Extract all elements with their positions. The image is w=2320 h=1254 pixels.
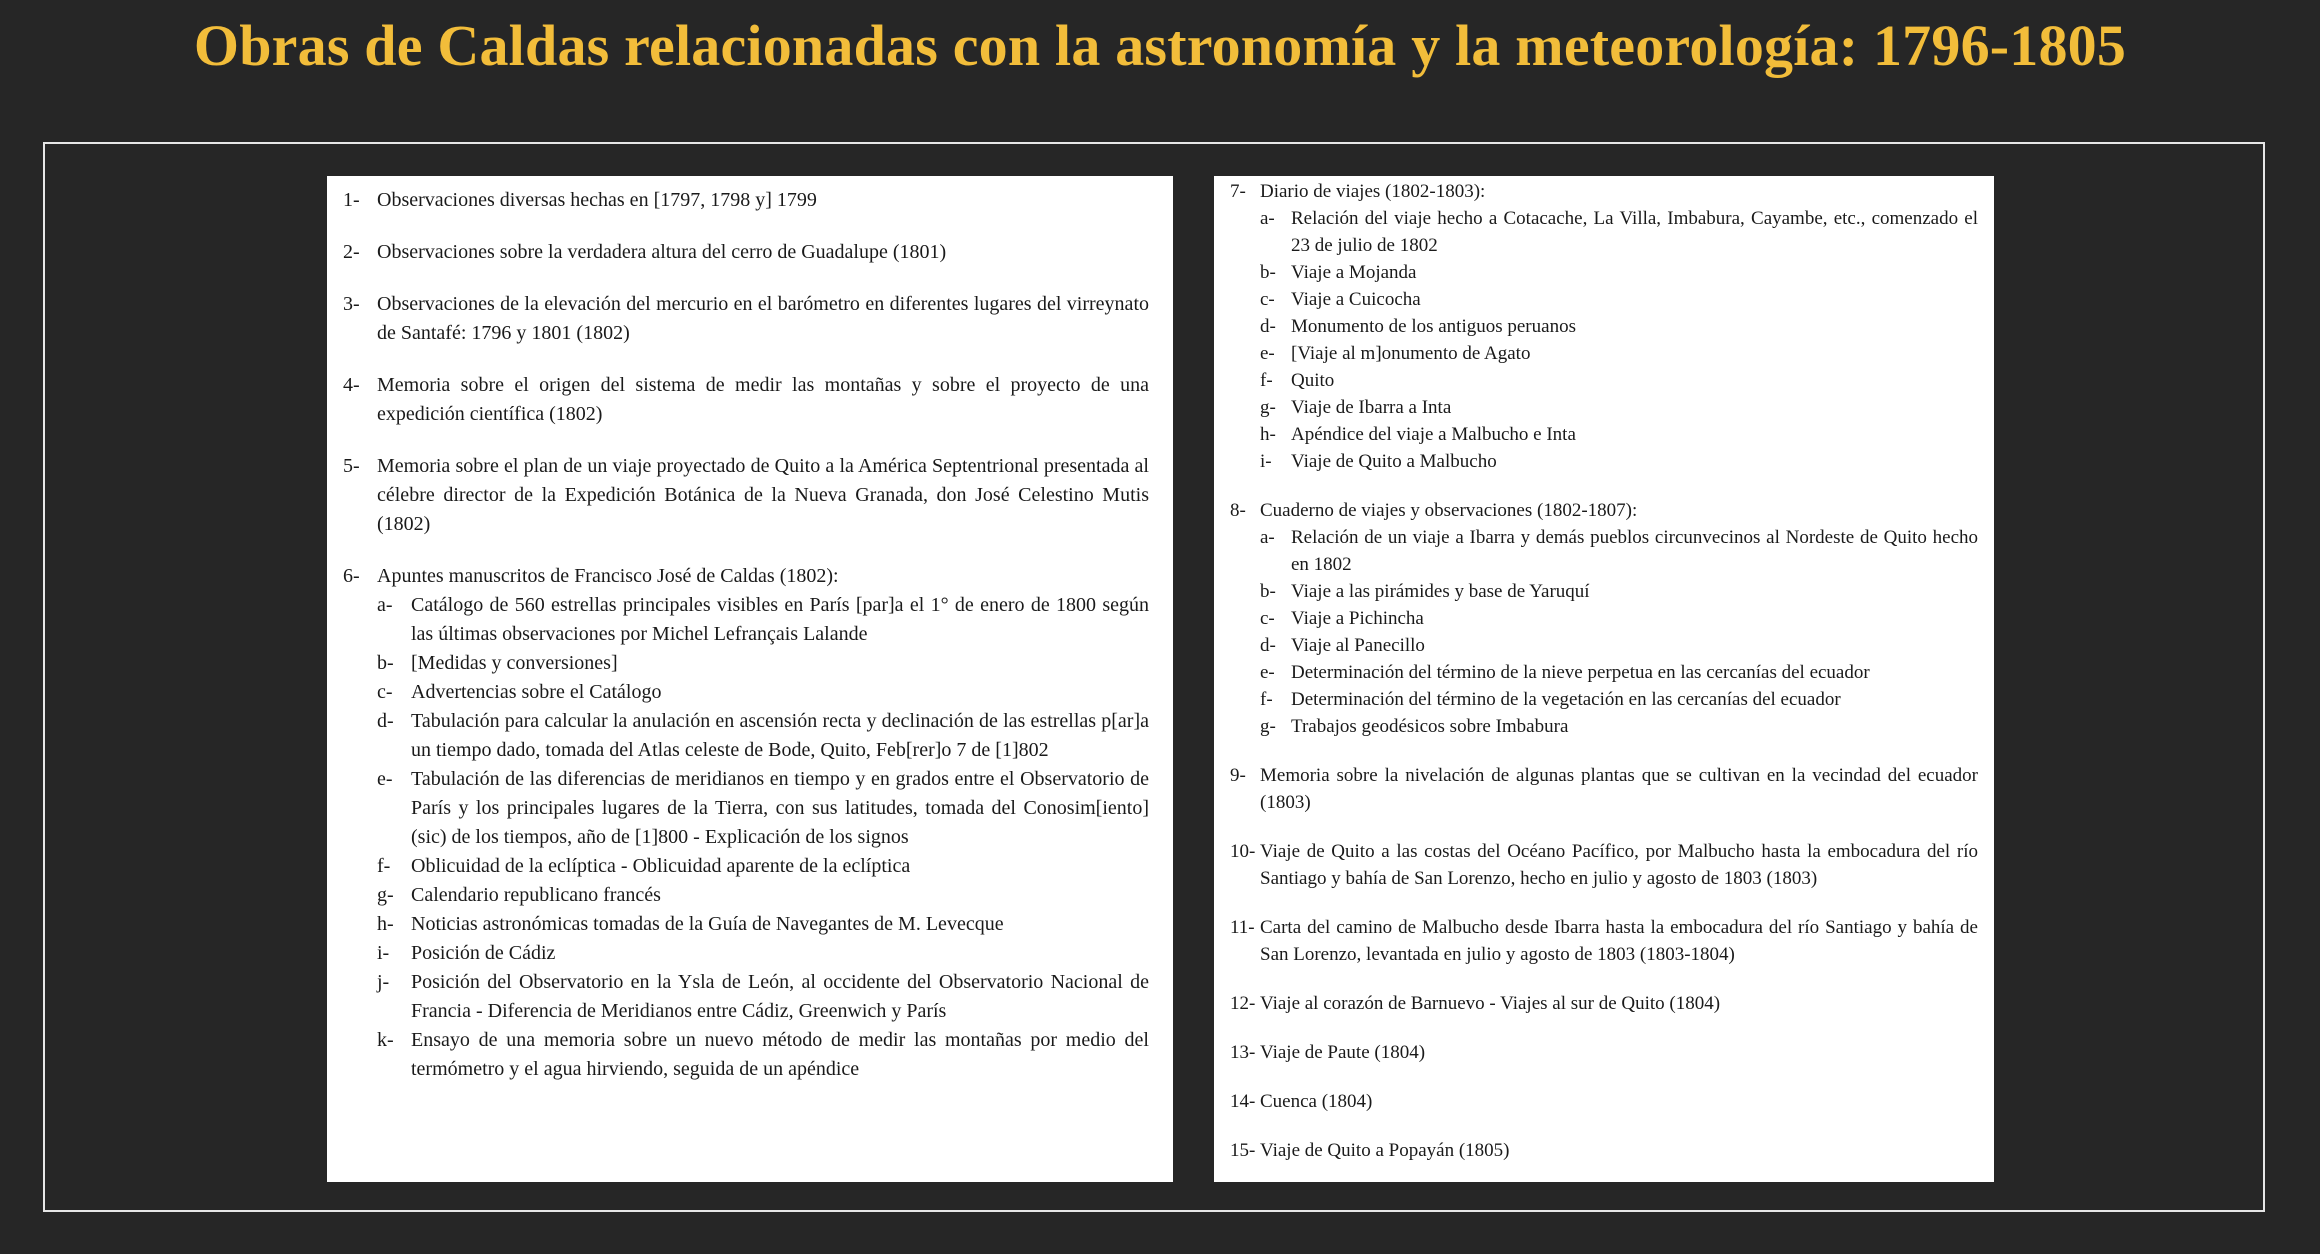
item-gap [343,429,1149,452]
sub-item-letter: f- [377,855,391,877]
sub-item-text: Catálogo de 560 estrellas principales visibles en París [par]a el 1° de enero de 1800 según las últimas observaciones por Michel Lefrançais Lalande [411,594,1149,645]
sub-item-letter: d- [1260,316,1276,337]
item-number: 13- [1230,1042,1256,1063]
sub-item-letter: a- [1260,208,1275,229]
sub-item-letter: a- [377,594,393,616]
sub-item [1260,686,1978,713]
sub-item-text: Oblicuidad de la eclíptica - Oblicuidad aparente de la eclíptica [411,855,911,877]
item-gap [1230,740,1978,762]
sub-item-text: Determinación del término de la vegetación en las cercanías del ecuador [1291,689,1841,710]
sub-item-letter: g- [1260,716,1276,737]
list-item [343,562,1149,591]
sub-item-text: Viaje a Cuicocha [1291,289,1421,310]
item-text: Carta del camino de Malbucho desde Ibarra hasta la embocadura del río Santiago y bahía de San Lorenzo, levantada en julio y agosto de 1803 (1803-1804) [1260,917,1978,965]
list-item [343,238,1149,267]
sub-item-text: Noticias astronómicas tomadas de la Guía de Navegantes de M. Levecque [411,913,1004,935]
item-number: 8- [1230,500,1246,521]
sub-item [1260,524,1978,578]
list-item [1230,990,1978,1017]
list-item [1230,1039,1978,1066]
item-number: 7- [1230,181,1246,202]
sub-item [1260,367,1978,394]
sub-item-text: Posición del Observatorio en la Ysla de León, al occidente del Observatorio Nacional de Francia - Diferencia de Meridianos entre Cádiz, Greenwich y París [411,971,1149,1022]
item-text: Memoria sobre la nivelación de algunas plantas que se cultivan en la vecindad del ecuador (1803) [1260,765,1978,813]
sub-item-letter: a- [1260,527,1275,548]
sub-item-letter: f- [1260,370,1273,391]
item-text: Viaje de Quito a Popayán (1805) [1260,1140,1510,1161]
item-gap [1230,1066,1978,1088]
item-text: Observaciones diversas hechas en [1797, 1798 y] 1799 [377,189,817,211]
item-text: Observaciones sobre la verdadera altura del cerro de Guadalupe (1801) [377,241,947,263]
sub-item-letter: b- [1260,581,1276,602]
list-item [1230,1137,1978,1164]
sub-item [1260,448,1978,475]
sub-item-letter: i- [377,942,390,964]
sub-item [377,765,1149,852]
sub-item [377,852,1149,881]
sub-item-letter: g- [377,884,394,906]
item-number: 14- [1230,1091,1256,1112]
sub-item-text: Advertencias sobre el Catálogo [411,681,662,703]
sub-item-letter: b- [377,652,394,674]
sub-item-letter: e- [1260,662,1275,683]
item-number: 2- [343,241,360,263]
item-gap [1230,475,1978,497]
item-number: 3- [343,293,360,315]
item-text: Apuntes manuscritos de Francisco José de Caldas (1802): [377,565,839,587]
item-text: Cuaderno de viajes y observaciones (1802-1807): [1260,500,1638,521]
list-item [343,452,1149,539]
sub-item [377,678,1149,707]
sub-item-text: [Viaje al m]onumento de Agato [1291,343,1531,364]
sub-item [1260,205,1978,259]
sub-item-text: Ensayo de una memoria sobre un nuevo método de medir las montañas por medio del termómetro y el agua hirviendo, seguida de un apéndice [411,1029,1149,1080]
sub-item-text: Viaje de Ibarra a Inta [1291,397,1452,418]
sub-item [1260,632,1978,659]
sub-item-letter: h- [377,913,394,935]
item-text: Memoria sobre el plan de un viaje proyectado de Quito a la América Septentrional presentada al célebre director de la Expedición Botánica de la Nueva Granada, don José Celestino Mutis (1802) [377,455,1149,535]
sub-item [1260,286,1978,313]
item-number: 6- [343,565,360,587]
list-item [1230,914,1978,968]
item-number: 1- [343,189,360,211]
sub-item-text: Viaje al Panecillo [1291,635,1425,656]
item-gap [1230,1017,1978,1039]
sub-item-letter: i- [1260,451,1272,472]
sub-item-text: Tabulación para calcular la anulación en ascensión recta y declinación de las estrellas p[ar]a un tiempo dado, tomada del Atlas celeste de Bode, Quito, Feb[rer]o 7 de [1]802 [411,710,1149,761]
item-text: Cuenca (1804) [1260,1091,1373,1112]
sub-item [1260,259,1978,286]
sub-item-text: [Medidas y conversiones] [411,652,618,674]
sub-item [1260,659,1978,686]
item-gap [1230,892,1978,914]
sub-item-letter: k- [377,1029,394,1051]
item-number: 15- [1230,1140,1256,1161]
sub-item-text: Determinación del término de la nieve perpetua en las cercanías del ecuador [1291,662,1870,683]
list-item [343,290,1149,348]
sub-item-letter: c- [1260,289,1275,310]
list-item [343,371,1149,429]
list-item [1230,762,1978,816]
list-item [1230,497,1978,524]
item-number: 10- [1230,841,1256,862]
item-gap [1230,1115,1978,1137]
list-item [1230,1088,1978,1115]
sub-item [1260,313,1978,340]
item-gap [1230,816,1978,838]
sub-item-text: Viaje a Mojanda [1291,262,1417,283]
sub-item-text: Posición de Cádiz [411,942,556,964]
item-text: Diario de viajes (1802-1803): [1260,181,1486,202]
sub-item [377,881,1149,910]
sub-item-text: Tabulación de las diferencias de meridianos en tiempo y en grados entre el Observatorio de París y los principales lugares de la Tierra, con sus latitudes, tomada del Conosim[iento] (sic) de los tiempos, año de [1]800 - Explicación de los signos [411,768,1149,848]
sub-item [377,1026,1149,1084]
item-number: 9- [1230,765,1246,786]
sub-item-text: Relación del viaje hecho a Cotacache, La Villa, Imbabura, Cayambe, etc., comenzado el 23 de julio de 1802 [1291,208,1978,256]
page-title: Obras de Caldas relacionadas con la astronomía y la meteorología: 1796-1805 [193,13,2127,78]
item-text: Viaje de Quito a las costas del Océano Pacífico, por Malbucho hasta la embocadura del río Santiago y bahía de San Lorenzo, hecho en julio y agosto de 1803 (1803) [1260,841,1978,889]
sub-item-text: Viaje a las pirámides y base de Yaruquí [1291,581,1590,602]
sub-item [1260,713,1978,740]
document-page-right [1214,176,1994,1182]
sub-item [377,910,1149,939]
item-gap [343,348,1149,371]
sub-item-text: Trabajos geodésicos sobre Imbabura [1291,716,1569,737]
sub-item-text: Apéndice del viaje a Malbucho e Inta [1291,424,1576,445]
sub-item-letter: d- [377,710,394,732]
item-gap [343,267,1149,290]
sub-item-text: Relación de un viaje a Ibarra y demás pueblos circunvecinos al Nordeste de Quito hecho en 1802 [1291,527,1978,575]
sub-item-text: Calendario republicano francés [411,884,661,906]
item-gap [343,539,1149,562]
sub-item-letter: e- [377,768,393,790]
sub-item-letter: g- [1260,397,1276,418]
item-text: Viaje de Paute (1804) [1260,1042,1426,1063]
item-number: 11- [1230,917,1255,938]
sub-item-letter: h- [1260,424,1276,445]
item-number: 12- [1230,993,1256,1014]
item-number: 4- [343,374,360,396]
sub-item-letter: f- [1260,689,1273,710]
sub-item [1260,394,1978,421]
sub-item [377,707,1149,765]
sub-item [377,649,1149,678]
item-text: Observaciones de la elevación del mercurio en el barómetro en diferentes lugares del virreynato de Santafé: 1796 y 1801 (1802) [377,293,1149,344]
sub-item-letter: c- [377,681,393,703]
item-text: Memoria sobre el origen del sistema de medir las montañas y sobre el proyecto de una expedición científica (1802) [377,374,1149,425]
document-page-left [327,176,1173,1182]
item-text: Viaje al corazón de Barnuevo - Viajes al sur de Quito (1804) [1260,993,1721,1014]
sub-item-letter: b- [1260,262,1276,283]
sub-item-letter: e- [1260,343,1275,364]
sub-item [377,939,1149,968]
sub-item [1260,605,1978,632]
sub-item [1260,578,1978,605]
sub-item-text: Viaje de Quito a Malbucho [1291,451,1497,472]
sub-item [377,968,1149,1026]
sub-item-text: Quito [1291,370,1335,391]
sub-item-letter: j- [377,971,390,993]
list-item [343,186,1149,215]
sub-item-text: Monumento de los antiguos peruanos [1291,316,1576,337]
item-number: 5- [343,455,360,477]
list-item [1230,178,1978,205]
sub-item [377,591,1149,649]
item-gap [343,215,1149,238]
sub-item [1260,421,1978,448]
item-gap [1230,968,1978,990]
sub-item-letter: c- [1260,608,1275,629]
sub-item [1260,340,1978,367]
sub-item-text: Viaje a Pichincha [1291,608,1424,629]
list-item [1230,838,1978,892]
sub-item-letter: d- [1260,635,1276,656]
